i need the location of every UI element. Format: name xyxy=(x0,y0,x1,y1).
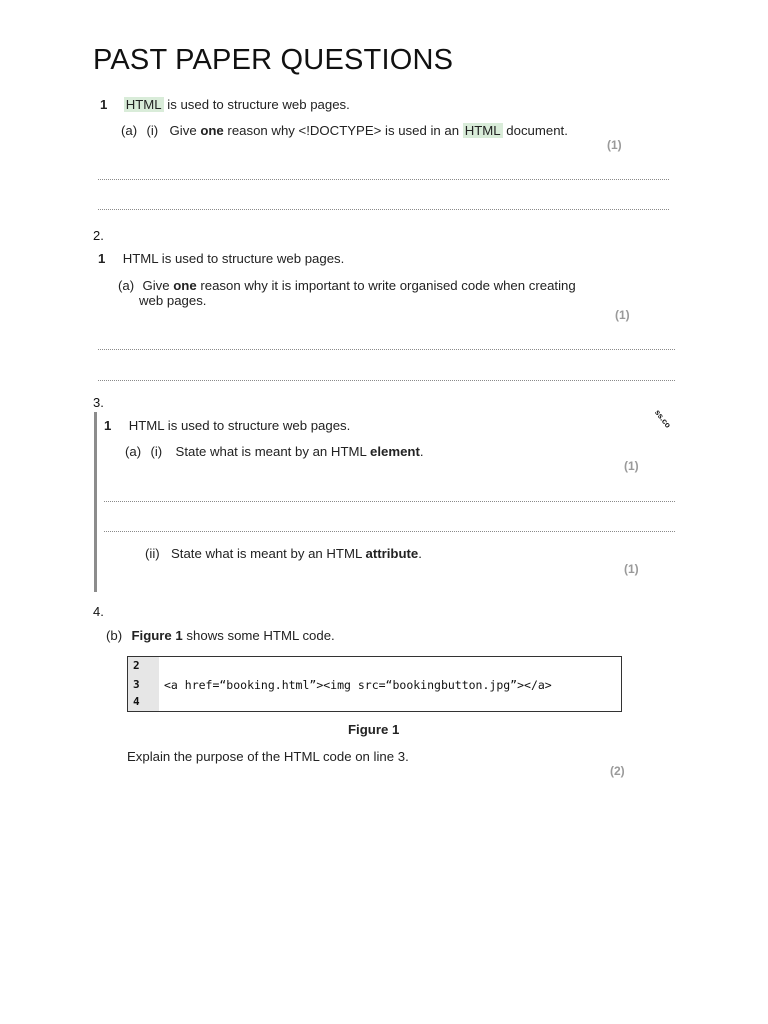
q4-label: 4. xyxy=(93,604,104,619)
line-number: 4 xyxy=(133,695,140,708)
q3-marks-1: (1) xyxy=(624,459,639,473)
q3-margin-bar xyxy=(94,412,97,592)
q2-part-a xyxy=(118,278,576,293)
q3-end-1: . xyxy=(419,444,424,459)
q3-answer-line-1[interactable] xyxy=(104,501,675,502)
page-title: PAST PAPER QUESTIONS xyxy=(93,44,454,76)
q3-bold-1: element xyxy=(370,444,420,459)
q2-stem-text: HTML is used to structure web pages. xyxy=(122,251,345,266)
q3-text-1: State what is meant by an HTML xyxy=(175,444,371,459)
q3-part-a-ii xyxy=(145,546,422,561)
q3-text-2: State what is meant by an HTML xyxy=(171,546,366,561)
q2-part-label: (a) xyxy=(118,278,135,293)
q1-text-middle: reason why <!DOCTYPE> is used in an xyxy=(223,123,463,138)
q1-part-label: (a) xyxy=(121,123,138,138)
q1-text-suffix: document. xyxy=(502,123,568,138)
q1-part-a xyxy=(121,123,568,138)
q1-answer-line-1[interactable] xyxy=(98,179,669,180)
q1-highlight-html-2: HTML xyxy=(464,123,501,138)
q2-stem xyxy=(98,251,344,266)
q3-marks-2: (1) xyxy=(624,562,639,576)
q1-stem-text: is used to structure web pages. xyxy=(163,97,350,112)
q4-marks: (2) xyxy=(610,764,625,778)
q3-part-label: (a) xyxy=(125,444,142,459)
q2-text-line2: web pages. xyxy=(139,293,207,308)
q2-answer-line-2[interactable] xyxy=(98,380,675,381)
q3-part-a-i xyxy=(125,444,424,459)
q4-intro-text: shows some HTML code. xyxy=(182,628,335,643)
q2-item-number: 1 xyxy=(98,251,106,266)
q4-figure-ref: Figure 1 xyxy=(131,628,183,643)
q3-stem xyxy=(104,418,350,433)
q3-sub-label-2: (ii) xyxy=(145,546,160,561)
line-number-gutter xyxy=(128,657,159,711)
q1-text-prefix: Give xyxy=(169,123,201,138)
line-number: 3 xyxy=(133,678,140,691)
q4-part-label: (b) xyxy=(106,628,123,643)
q3-corner-stamp: ss.co xyxy=(652,408,673,430)
q3-bold-2: attribute xyxy=(365,546,419,561)
figure-caption: Figure 1 xyxy=(348,722,400,737)
q3-item-number: 1 xyxy=(104,418,112,433)
q2-text-bold: one xyxy=(173,278,197,293)
q2-marks: (1) xyxy=(615,308,630,322)
q2-answer-line-1[interactable] xyxy=(98,349,675,350)
q1-item-number: 1 xyxy=(100,97,108,112)
q4-question-text: Explain the purpose of the HTML code on line 3. xyxy=(127,749,409,764)
line-number: 2 xyxy=(133,659,140,672)
q3-end-2: . xyxy=(418,546,422,561)
q3-answer-line-2[interactable] xyxy=(104,531,675,532)
q1-answer-line-2[interactable] xyxy=(98,209,669,210)
q1-stem xyxy=(100,97,350,112)
code-figure xyxy=(127,656,622,712)
q1-text-bold: one xyxy=(200,123,224,138)
q2-text-prefix: Give xyxy=(142,278,174,293)
q2-text-line1: reason why it is important to write organised code when creating xyxy=(196,278,576,293)
q1-marks: (1) xyxy=(607,138,622,152)
q3-stem-text: HTML is used to structure web pages. xyxy=(128,418,351,433)
code-line-3: <a href=“booking.html”><img src=“bookingbutton.jpg”></a> xyxy=(164,678,552,692)
q2-label: 2. xyxy=(93,228,104,243)
q3-sub-label-1: (i) xyxy=(150,444,163,459)
q1-sub-label: (i) xyxy=(146,123,159,138)
q1-highlight-html: HTML xyxy=(125,97,162,112)
q3-label: 3. xyxy=(93,395,104,410)
q4-part-b xyxy=(106,628,335,643)
